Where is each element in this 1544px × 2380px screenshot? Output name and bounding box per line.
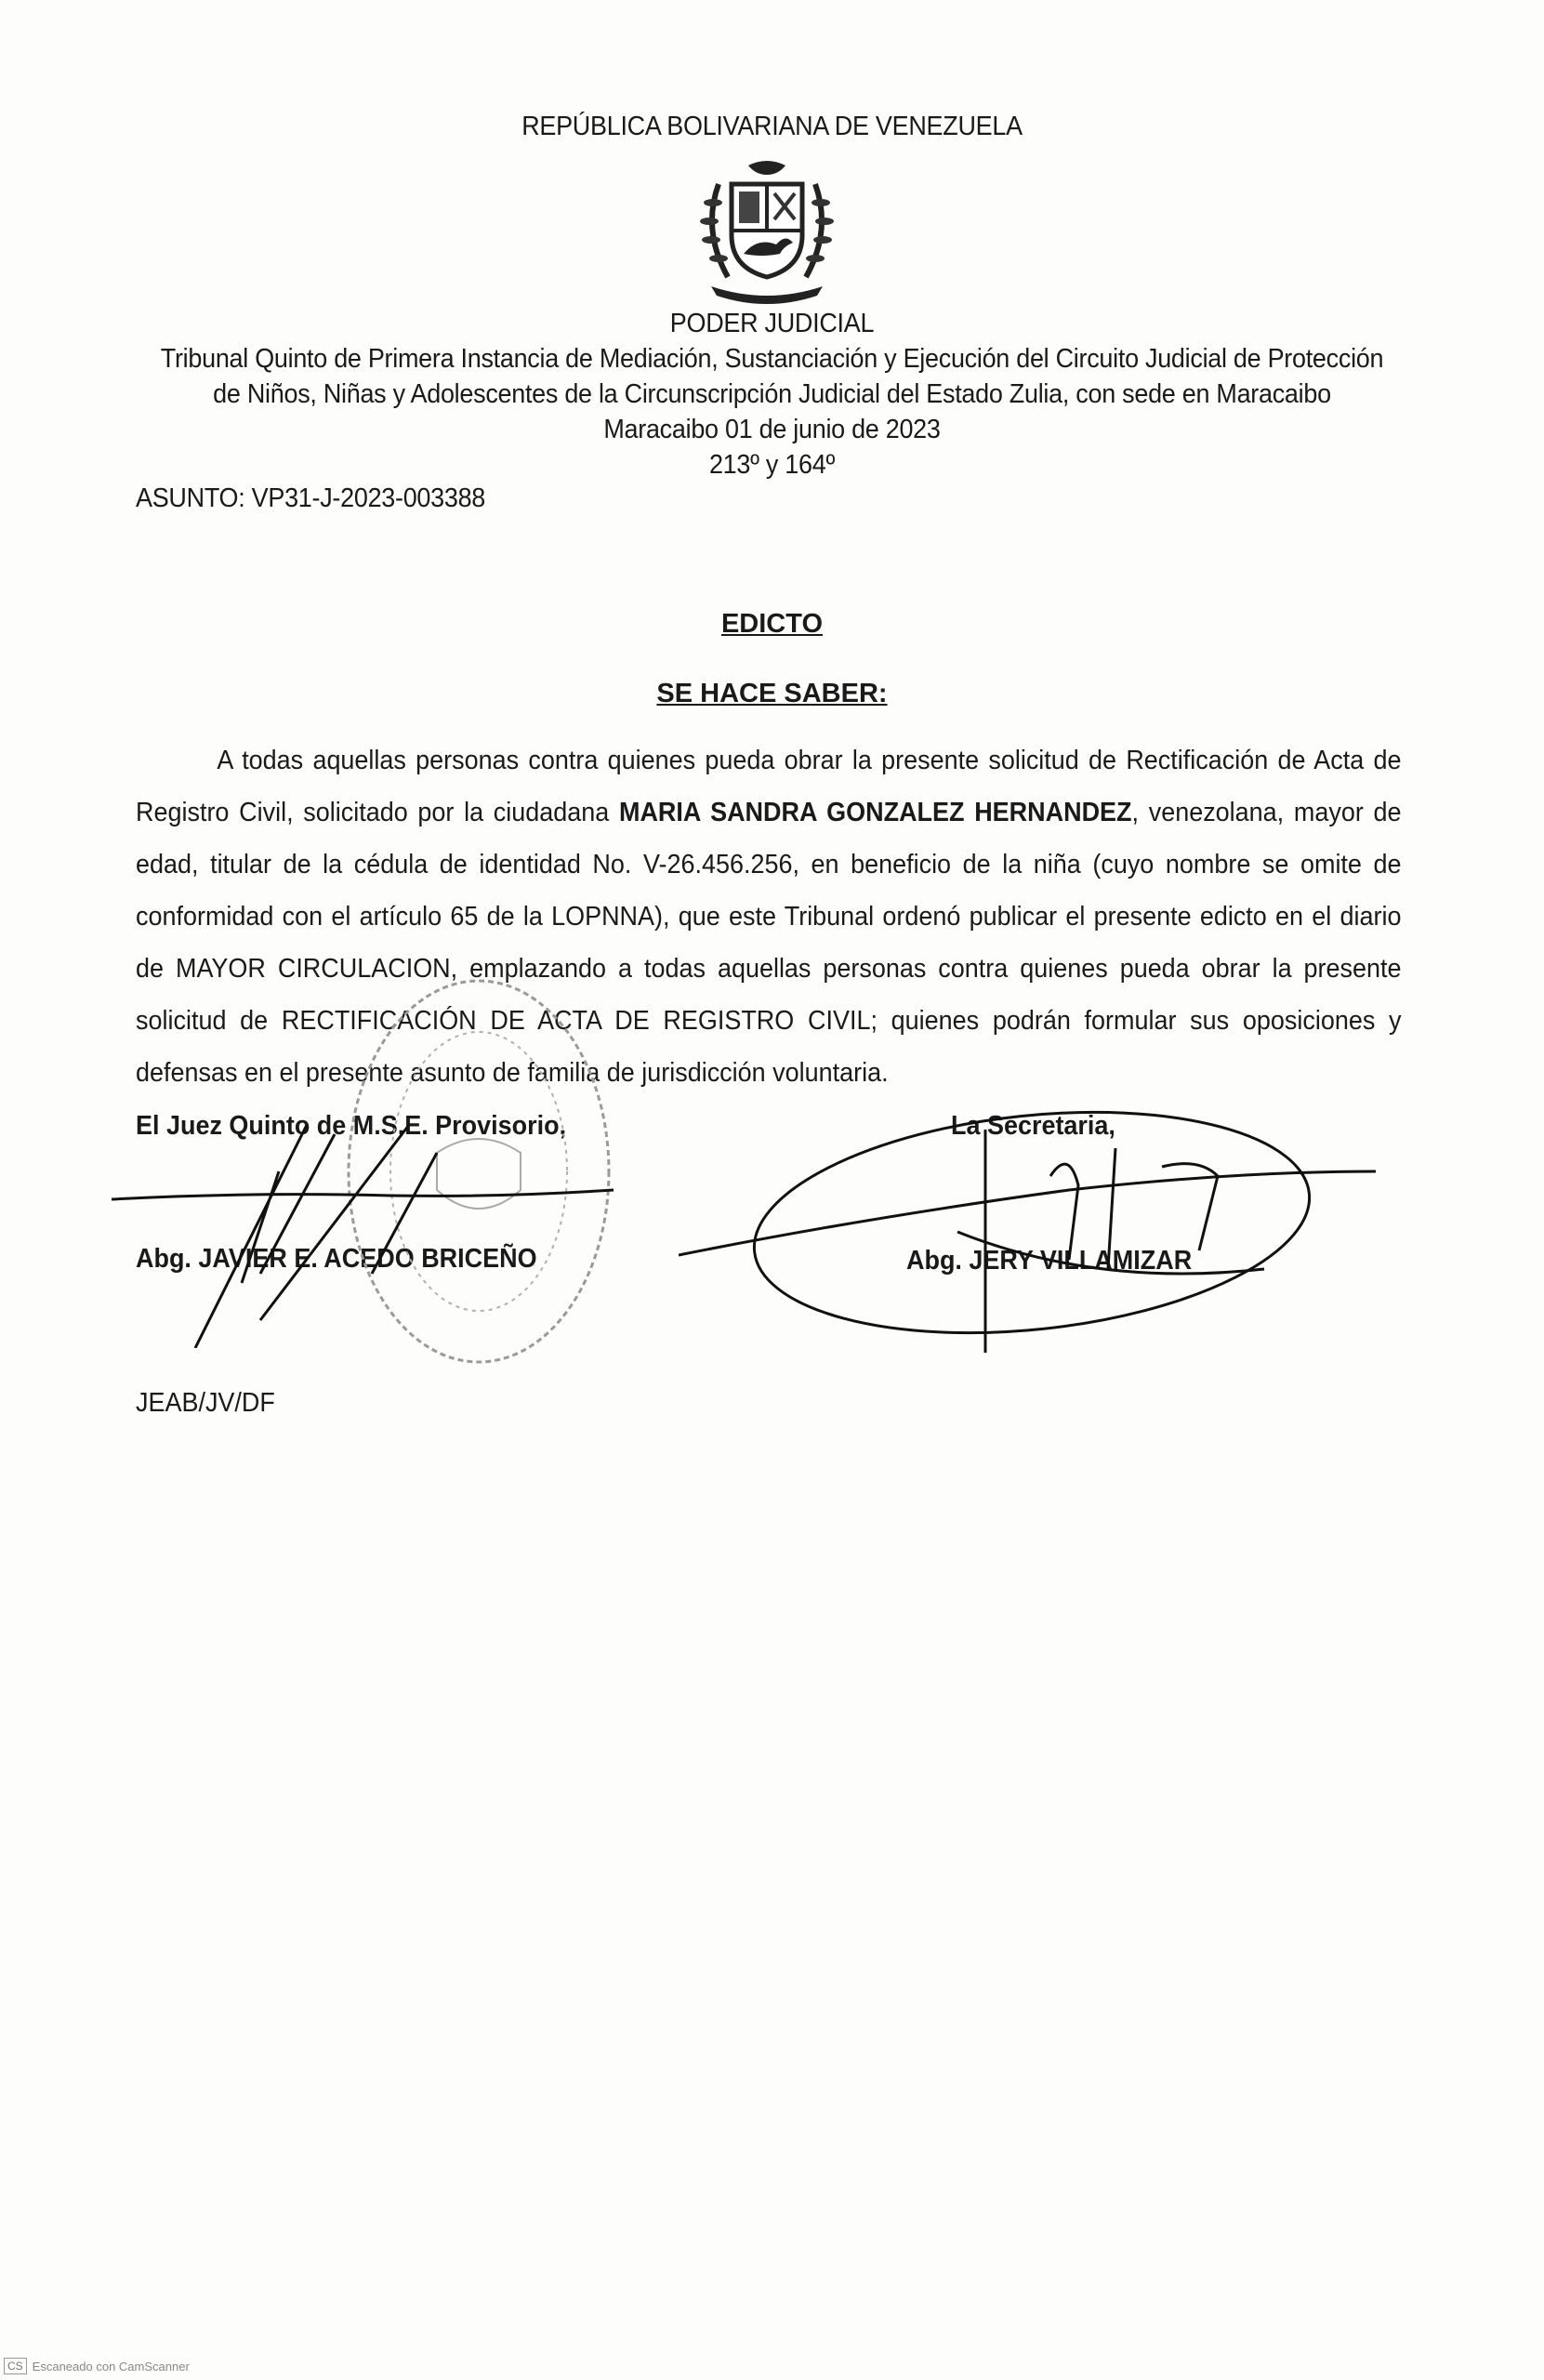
republic-heading: REPÚBLICA BOLIVARIANA DE VENEZUELA [521,112,1023,141]
edict-title: EDICTO [720,609,824,639]
judge-title: El Juez Quinto de M.S.E. Provisorio, [136,1111,567,1141]
court-name-line-1: Tribunal Quinto de Primera Instancia de Mediación, Sustanciación y Ejecución del Circuito Judicial de Protección [160,344,1384,374]
paragraph-intro: A todas aquellas personas contra quienes pueda obrar la presente solicitud de Rectificación de Acta de Registro Civil, solicitado por la ciudadana [136,746,1402,827]
edict-paragraph [136,734,1402,1099]
document-date: Maracaibo 01 de junio de 2023 [603,415,941,444]
secretary-name: Abg. JERY VILLAMIZAR [906,1246,1193,1276]
reference-initials: JEAB/JV/DF [136,1388,275,1418]
judicial-power-heading: PODER JUDICIAL [669,309,875,338]
judge-signature [102,1106,623,1348]
venezuela-coat-of-arms-icon [693,156,841,305]
secretary-signature [679,1092,1385,1362]
independence-years: 213º y 164º [708,450,836,480]
judge-name: Abg. JAVIER E. ACEDO BRICEÑO [136,1244,537,1274]
paragraph-rest: , venezolana, mayor de edad, titular de la cédula de identidad No. V-26.456.256, en beneficio de la niña (cuyo nombre se omite de conformidad con el artículo 65 de la LOPNNA), que este Tribunal ordenó publicar el presente edicto en el diario de MAYOR CIRCULACION, emplazando a todas aquellas personas contra quienes pueda obrar la presente solicitud de RECTIFICACIÓN DE ACTA DE REGISTRO CIVIL; quienes podrán formular sus oposiciones y defensas en el presente asunto de familia de jurisdicción voluntaria. [136,798,1402,1088]
scanner-credit: Escaneado con CamScanner [32,2359,190,2373]
secretary-title: La Secretaria, [951,1111,1115,1141]
camscanner-icon: CS [4,2358,27,2374]
scanner-footer [4,2358,190,2374]
applicant-name: MARIA SANDRA GONZALEZ HERNANDEZ [618,798,1132,827]
edict-subtitle: SE HACE SABER: [656,679,888,708]
court-name-line-2: de Niños, Niñas y Adolescentes de la Circunscripción Judicial del Estado Zulia, con sede en Maracaibo [213,379,1331,409]
case-number: ASUNTO: VP31-J-2023-003388 [136,483,486,513]
